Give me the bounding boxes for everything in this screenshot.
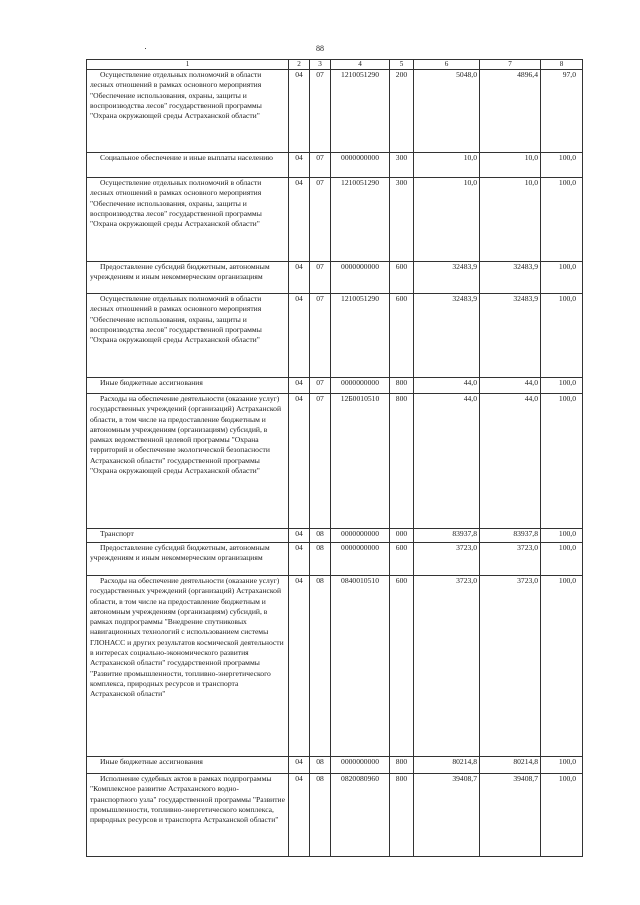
section-code: 04 (289, 394, 310, 529)
execution-percent: 100,0 (541, 576, 583, 757)
header-row (87, 60, 583, 70)
scan-speck (145, 48, 146, 49)
actual-amount: 39408,7 (480, 774, 541, 857)
execution-percent: 100,0 (541, 757, 583, 774)
execution-percent: 100,0 (541, 378, 583, 394)
table-row (87, 543, 583, 576)
actual-amount: 10,0 (480, 178, 541, 262)
subsection-code: 07 (310, 394, 331, 529)
table-row (87, 153, 583, 178)
row-name: Исполнение судебных актов в рамках подпрограммы "Комплексное развитие Астраханского водно-транспортного узла" государственной программы "Развитие промышленности, топливно-энергетического комплекса, природных ресурсов и транспорта Астраханской области" (87, 774, 289, 857)
planned-amount: 39408,7 (414, 774, 480, 857)
row-name: Расходы на обеспечение деятельности (оказание услуг) государственных учреждений (организаций) Астраханской области, в том числе на предоставление бюджетным и автономным учреждениям (организациям) субсидий, в рамках подпрограммы "Внедрение спутниковых навигационных технологий с использованием системы ГЛОНАСС и других результатов космической деятельности в интересах социально-экономического развития Астраханской области" государственной программы "Развитие промышленности, топливно-энергетического комплекса, природных ресурсов и транспорта Астраханской области" (87, 576, 289, 757)
execution-percent: 100,0 (541, 543, 583, 576)
row-name: Предоставление субсидий бюджетным, автономным учреждениям и иным некоммерческим организациям (87, 543, 289, 576)
actual-amount: 44,0 (480, 394, 541, 529)
page-number: 88 (316, 44, 324, 53)
header-cell: 2 (289, 60, 310, 70)
target-article-code: 0840010510 (331, 576, 390, 757)
section-code: 04 (289, 378, 310, 394)
expense-type-code: 600 (390, 262, 414, 294)
target-article-code: 12Б0010510 (331, 394, 390, 529)
expense-type-code: 300 (390, 178, 414, 262)
section-code: 04 (289, 70, 310, 153)
execution-percent: 100,0 (541, 294, 583, 378)
table-row (87, 529, 583, 543)
section-code: 04 (289, 774, 310, 857)
header-cell: 5 (390, 60, 414, 70)
actual-amount: 4896,4 (480, 70, 541, 153)
row-name: Иные бюджетные ассигнования (87, 378, 289, 394)
table-row (87, 70, 583, 153)
planned-amount: 32483,9 (414, 262, 480, 294)
subsection-code: 07 (310, 153, 331, 178)
row-name: Осуществление отдельных полномочий в области лесных отношений в рамках основного мероприятия "Обеспечение использования, охраны, защиты и воспроизводства лесов" государственной программы "Охрана окружающей среды Астраханской области" (87, 294, 289, 378)
header-cell: 3 (310, 60, 331, 70)
budget-table (86, 59, 583, 857)
planned-amount: 10,0 (414, 153, 480, 178)
actual-amount: 3723,0 (480, 576, 541, 757)
actual-amount: 3723,0 (480, 543, 541, 576)
expense-type-code: 000 (390, 529, 414, 543)
table-row (87, 774, 583, 857)
expense-type-code: 200 (390, 70, 414, 153)
subsection-code: 08 (310, 774, 331, 857)
target-article-code: 0000000000 (331, 543, 390, 576)
planned-amount: 10,0 (414, 178, 480, 262)
table-row (87, 294, 583, 378)
planned-amount: 3723,0 (414, 576, 480, 757)
subsection-code: 07 (310, 262, 331, 294)
section-code: 04 (289, 178, 310, 262)
target-article-code: 1210051290 (331, 70, 390, 153)
table-row (87, 757, 583, 774)
expense-type-code: 600 (390, 543, 414, 576)
actual-amount: 10,0 (480, 153, 541, 178)
actual-amount: 32483,9 (480, 262, 541, 294)
section-code: 04 (289, 153, 310, 178)
target-article-code: 0000000000 (331, 757, 390, 774)
target-article-code: 0820080960 (331, 774, 390, 857)
section-code: 04 (289, 262, 310, 294)
execution-percent: 100,0 (541, 394, 583, 529)
section-code: 04 (289, 543, 310, 576)
subsection-code: 07 (310, 294, 331, 378)
actual-amount: 32483,9 (480, 294, 541, 378)
planned-amount: 83937,8 (414, 529, 480, 543)
subsection-code: 07 (310, 378, 331, 394)
expense-type-code: 800 (390, 757, 414, 774)
header-cell: 6 (414, 60, 480, 70)
header-cell: 7 (480, 60, 541, 70)
actual-amount: 44,0 (480, 378, 541, 394)
execution-percent: 100,0 (541, 153, 583, 178)
row-name: Расходы на обеспечение деятельности (оказание услуг) государственных учреждений (организаций) Астраханской области, в том числе на предоставление бюджетным и автономным учреждениям (организациям) субсидий, в рамках ведомственной целевой программы "Охрана территорий и обеспечение экологической безопасности Астраханской области" государственной программы "Охрана окружающей среды Астраханской области" (87, 394, 289, 529)
execution-percent: 100,0 (541, 178, 583, 262)
target-article-code: 1210051290 (331, 178, 390, 262)
target-article-code: 0000000000 (331, 262, 390, 294)
header-cell: 8 (541, 60, 583, 70)
expense-type-code: 800 (390, 378, 414, 394)
table-row (87, 576, 583, 757)
header-cell: 1 (87, 60, 289, 70)
table-row (87, 394, 583, 529)
subsection-code: 08 (310, 757, 331, 774)
row-name: Иные бюджетные ассигнования (87, 757, 289, 774)
execution-percent: 100,0 (541, 262, 583, 294)
expense-type-code: 600 (390, 576, 414, 757)
target-article-code: 0000000000 (331, 529, 390, 543)
expense-type-code: 800 (390, 774, 414, 857)
expense-type-code: 300 (390, 153, 414, 178)
planned-amount: 32483,9 (414, 294, 480, 378)
row-name: Предоставление субсидий бюджетным, автономным учреждениям и иным некоммерческим организациям (87, 262, 289, 294)
planned-amount: 44,0 (414, 378, 480, 394)
subsection-code: 08 (310, 576, 331, 757)
section-code: 04 (289, 576, 310, 757)
section-code: 04 (289, 294, 310, 378)
subsection-code: 07 (310, 178, 331, 262)
actual-amount: 80214,8 (480, 757, 541, 774)
actual-amount: 83937,8 (480, 529, 541, 543)
target-article-code: 0000000000 (331, 153, 390, 178)
table-row (87, 262, 583, 294)
section-code: 04 (289, 529, 310, 543)
row-name: Транспорт (87, 529, 289, 543)
execution-percent: 100,0 (541, 774, 583, 857)
execution-percent: 100,0 (541, 529, 583, 543)
planned-amount: 5048,0 (414, 70, 480, 153)
row-name: Осуществление отдельных полномочий в области лесных отношений в рамках основного мероприятия "Обеспечение использования, охраны, защиты и воспроизводства лесов" государственной программы "Охрана окружающей среды Астраханской области" (87, 178, 289, 262)
row-name: Социальное обеспечение и иные выплаты населению (87, 153, 289, 178)
subsection-code: 08 (310, 543, 331, 576)
expense-type-code: 600 (390, 294, 414, 378)
table-row (87, 378, 583, 394)
subsection-code: 08 (310, 529, 331, 543)
target-article-code: 1210051290 (331, 294, 390, 378)
planned-amount: 44,0 (414, 394, 480, 529)
execution-percent: 97,0 (541, 70, 583, 153)
section-code: 04 (289, 757, 310, 774)
planned-amount: 3723,0 (414, 543, 480, 576)
header-cell: 4 (331, 60, 390, 70)
target-article-code: 0000000000 (331, 378, 390, 394)
expense-type-code: 800 (390, 394, 414, 529)
planned-amount: 80214,8 (414, 757, 480, 774)
subsection-code: 07 (310, 70, 331, 153)
table-row (87, 178, 583, 262)
row-name: Осуществление отдельных полномочий в области лесных отношений в рамках основного мероприятия "Обеспечение использования, охраны, защиты и воспроизводства лесов" государственной программы "Охрана окружающей среды Астраханской области" (87, 70, 289, 153)
